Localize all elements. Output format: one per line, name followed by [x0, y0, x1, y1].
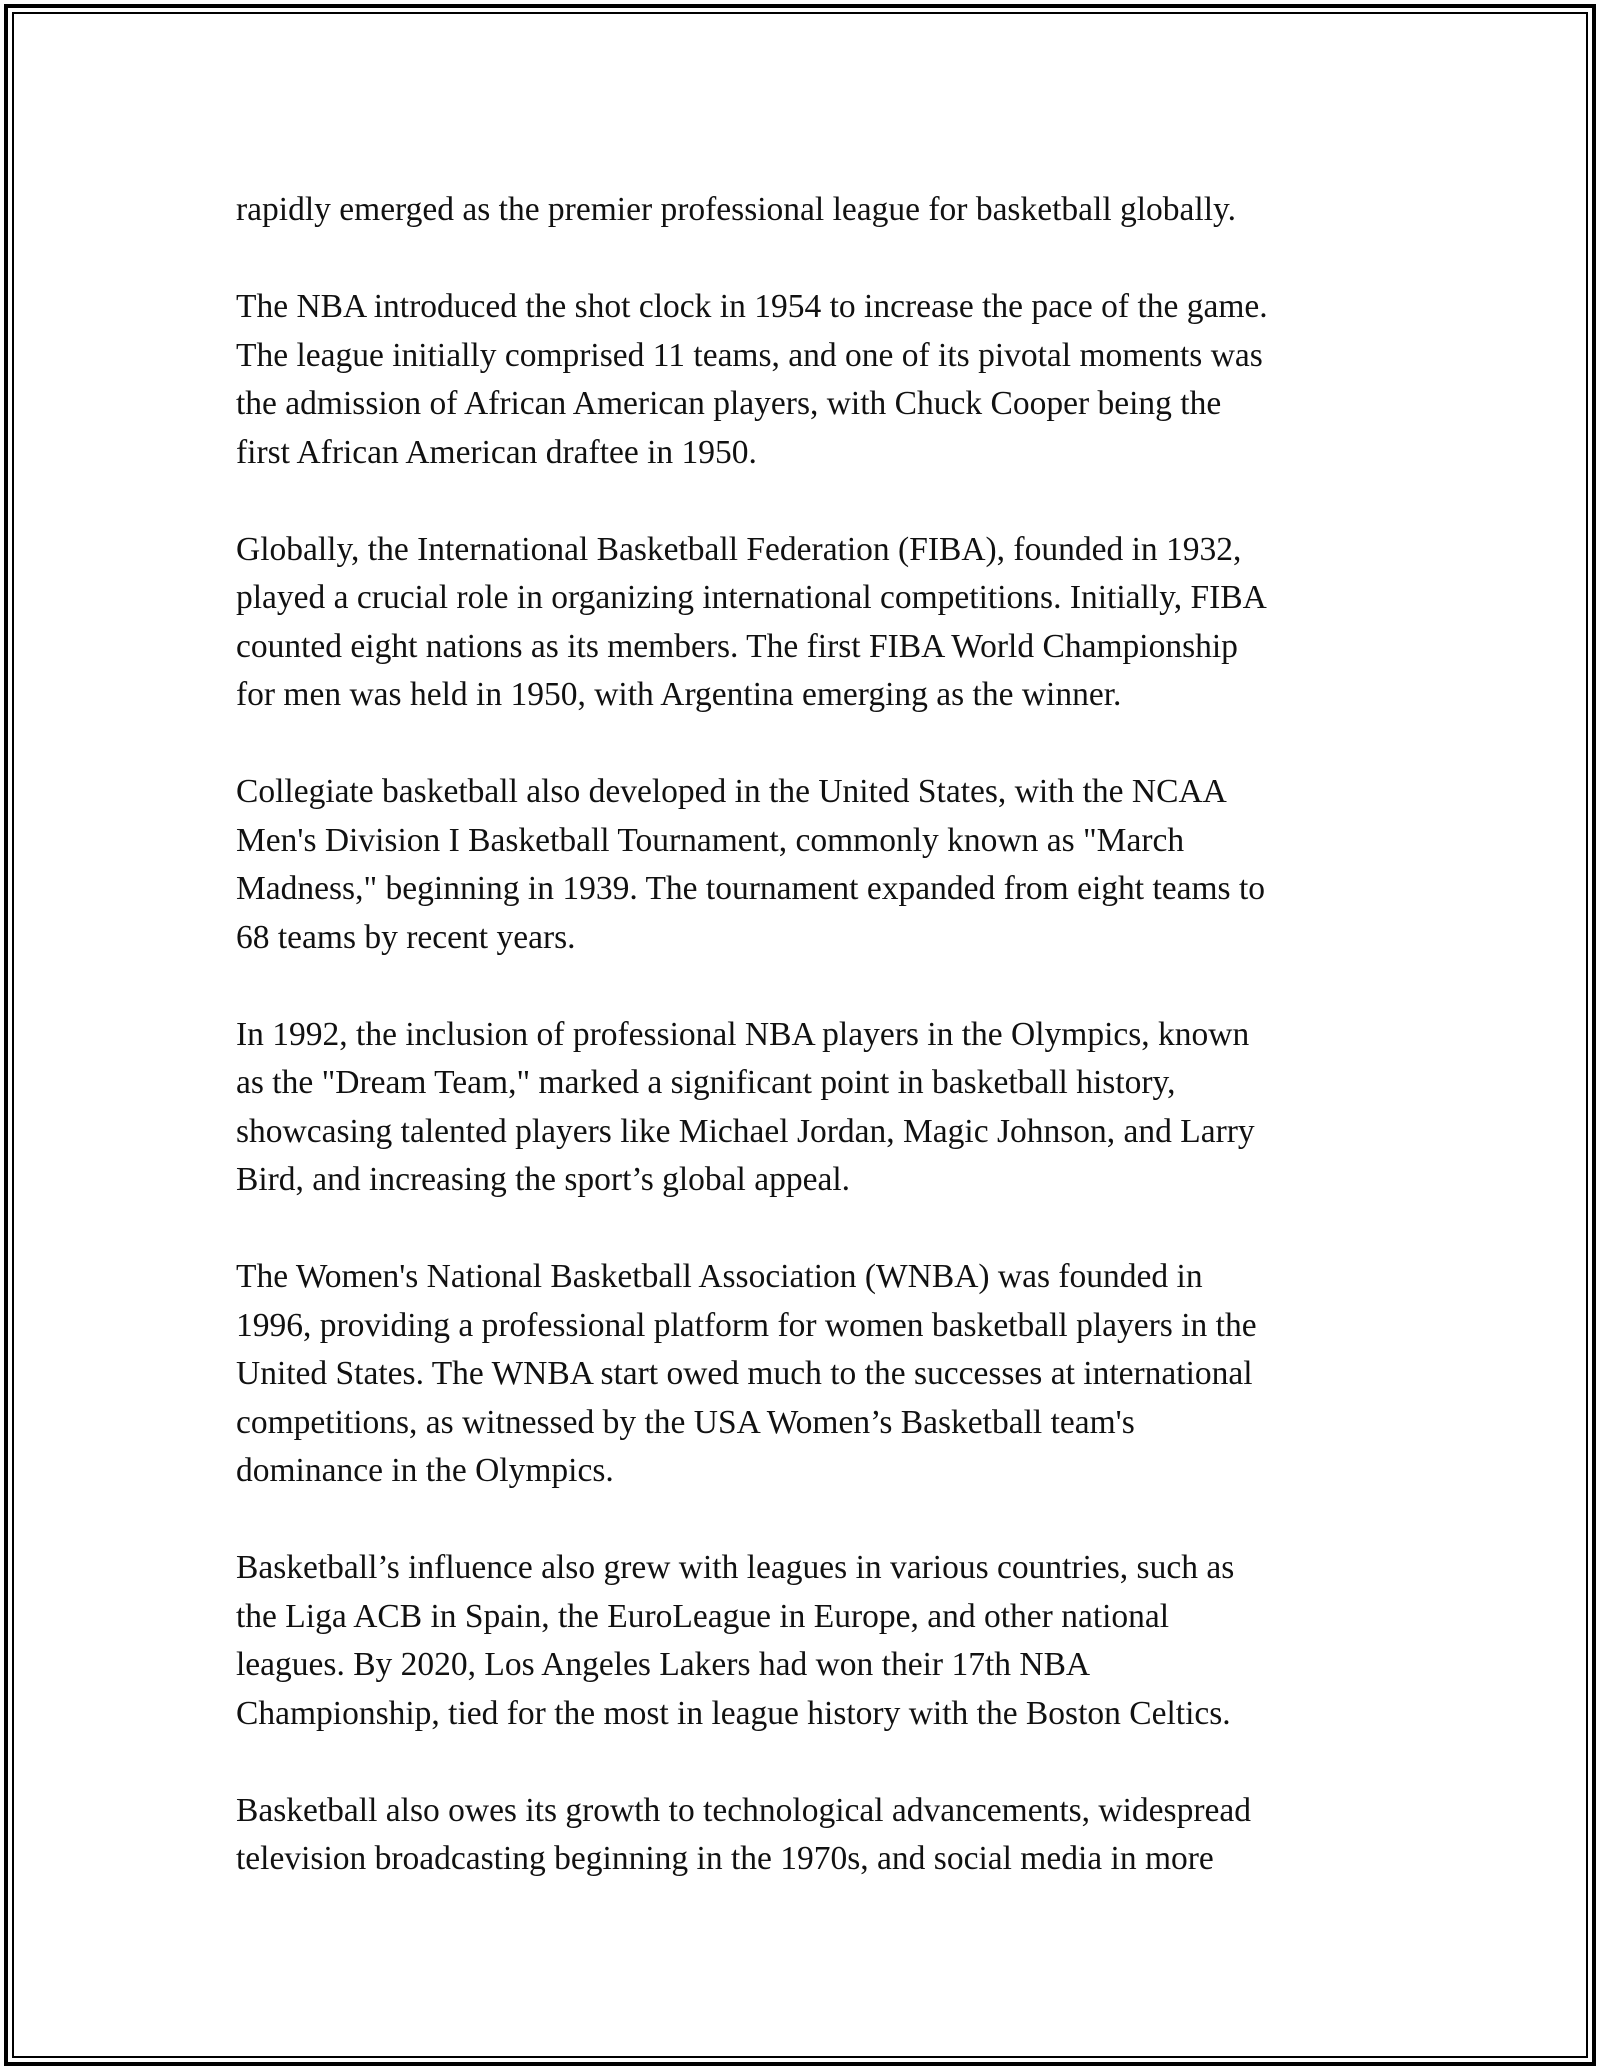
paragraph-line: United States. The WNBA start owed much to the successes at international	[236, 1355, 1253, 1392]
document-body	[236, 186, 1386, 1884]
paragraph-line: Championship, tied for the most in league history with the Boston Celtics.	[236, 1694, 1231, 1732]
paragraph-line: played a crucial role in organizing international competitions. Initially, FIBA	[236, 579, 1267, 616]
paragraph-line: leagues. By 2020, Los Angeles Lakers had won their 17th NBA	[236, 1646, 1091, 1683]
paragraph-line: In 1992, the inclusion of professional NBA players in the Olympics, known	[236, 1015, 1250, 1053]
paragraph-5	[236, 1011, 1386, 1205]
paragraph-line: The NBA introduced the shot clock in 1954 to increase the pace of the game.	[236, 288, 1268, 325]
paragraph-line: for men was held in 1950, with Argentina emerging as the winner.	[236, 676, 1122, 713]
paragraph-line: rapidly emerged as the premier professional league for basketball globally.	[236, 191, 1236, 228]
paragraph-line: dominance in the Olympics.	[236, 1452, 614, 1489]
paragraph-line: Madness," beginning in 1939. The tournament expanded from eight teams to	[236, 870, 1266, 907]
paragraph-line: Men's Division I Basketball Tournament, commonly known as "March	[236, 821, 1185, 859]
paragraph-4	[236, 768, 1386, 962]
paragraph-line: Bird, and increasing the sport’s global appeal.	[236, 1161, 851, 1198]
paragraph-2	[236, 283, 1386, 477]
paragraph-7	[236, 1544, 1386, 1738]
paragraph-line: the Liga ACB in Spain, the EuroLeague in Europe, and other national	[236, 1597, 1170, 1635]
paragraph-line: the admission of African American players, with Chuck Cooper being the	[236, 385, 1222, 422]
paragraph-line: The league initially comprised 11 teams, and one of its pivotal moments was	[236, 336, 1263, 374]
paragraph-line: television broadcasting beginning in the 1970s, and social media in more	[236, 1840, 1214, 1877]
paragraph-line: 68 teams by recent years.	[236, 918, 576, 956]
paragraph-line: Basketball also owes its growth to technological advancements, widespread	[236, 1791, 1251, 1829]
paragraph-line: showcasing talented players like Michael Jordan, Magic Johnson, and Larry	[236, 1112, 1255, 1150]
paragraph-1	[236, 186, 1386, 235]
paragraph-line: as the "Dream Team," marked a significant point in basketball history,	[236, 1064, 1176, 1101]
paragraph-line: counted eight nations as its members. The first FIBA World Championship	[236, 627, 1238, 665]
paragraph-line: Basketball’s influence also grew with leagues in various countries, such as	[236, 1549, 1235, 1586]
paragraph-3	[236, 526, 1386, 720]
paragraph-line: competitions, as witnessed by the USA Women’s Basketball team's	[236, 1403, 1135, 1441]
paragraph-line: first African American draftee in 1950.	[236, 433, 757, 471]
paragraph-line: Collegiate basketball also developed in the United States, with the NCAA	[236, 773, 1227, 810]
paragraph-8	[236, 1787, 1386, 1884]
paragraph-line: The Women's National Basketball Association (WNBA) was founded in	[236, 1258, 1203, 1295]
paragraph-line: 1996, providing a professional platform for women basketball players in the	[236, 1306, 1257, 1344]
paragraph-line: Globally, the International Basketball Federation (FIBA), founded in 1932,	[236, 530, 1242, 568]
paragraph-6	[236, 1253, 1386, 1496]
